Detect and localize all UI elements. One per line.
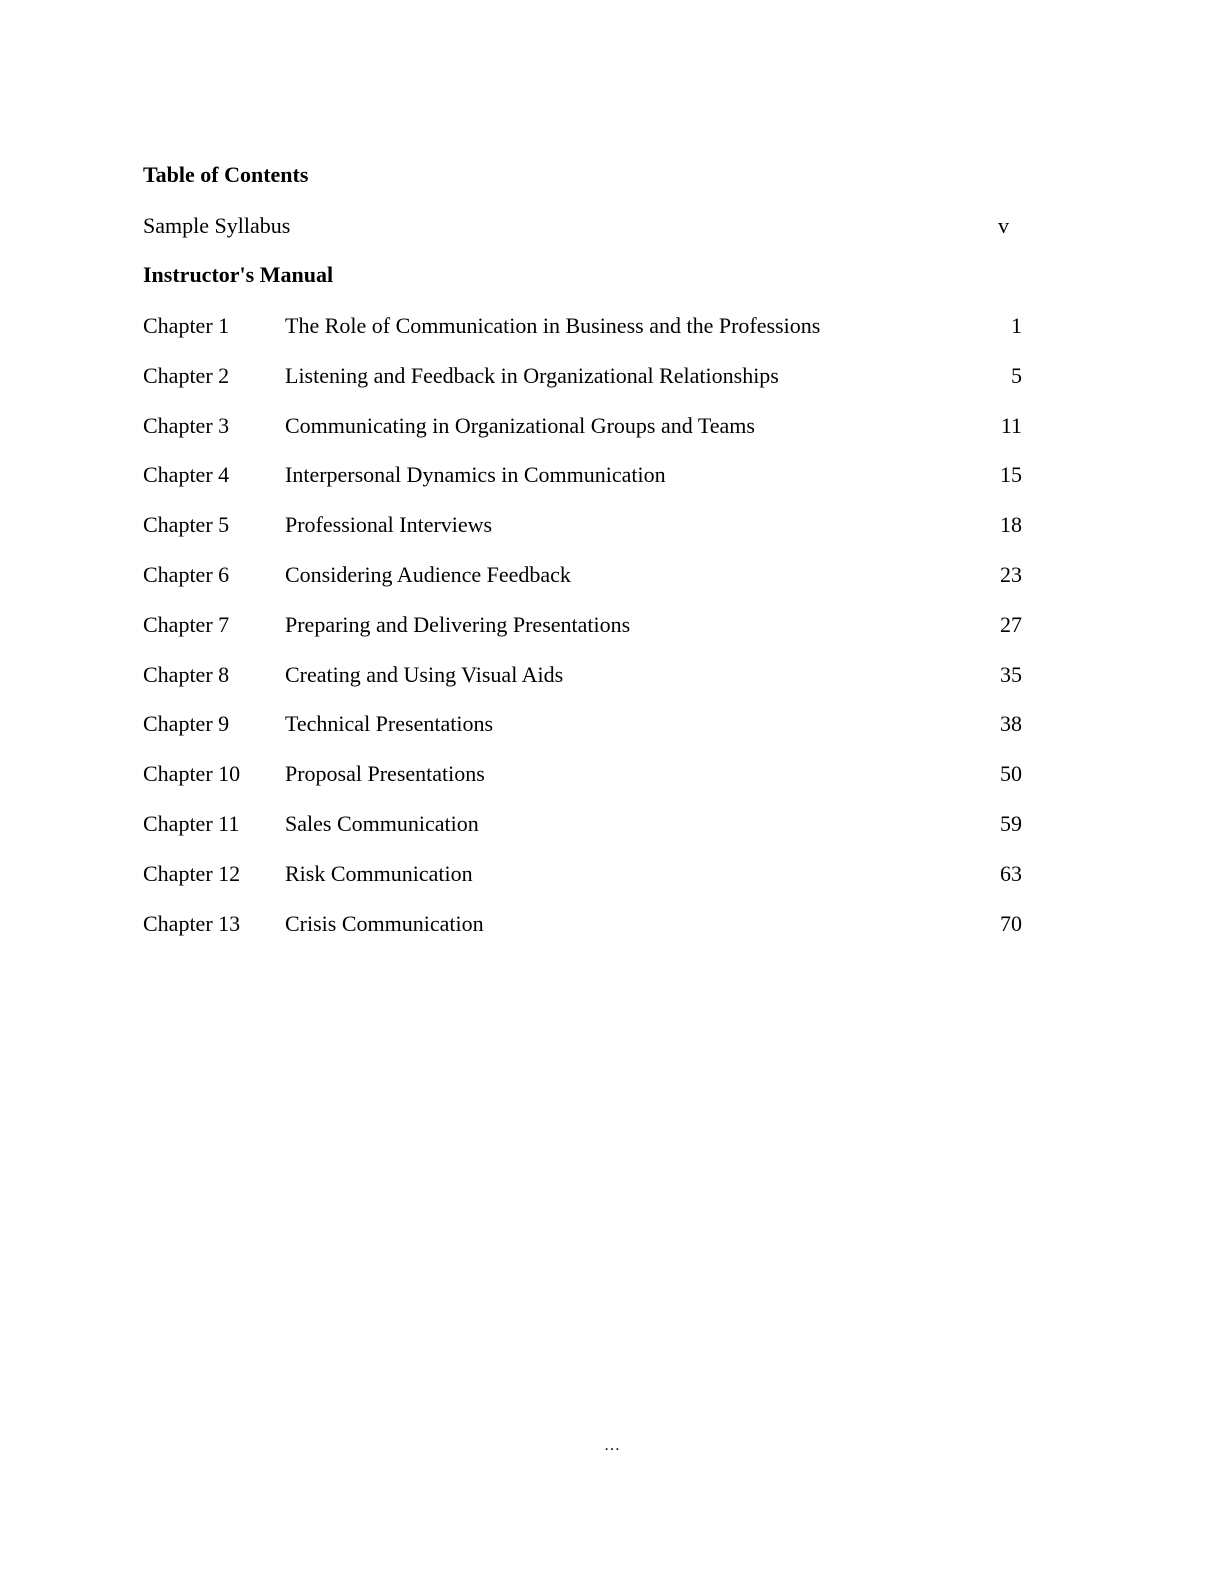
- chapter-label: Chapter 1: [143, 313, 230, 338]
- chapter-title: Creating and Using Visual Aids: [285, 662, 564, 687]
- chapter-title: Interpersonal Dynamics in Communication: [285, 462, 666, 487]
- chapter-title: Proposal Presentations: [285, 761, 485, 786]
- chapter-label: Chapter 6: [143, 562, 230, 587]
- chapter-label: Chapter 5: [143, 512, 230, 537]
- chapter-title: Risk Communication: [285, 861, 473, 886]
- chapter-page-number: 27: [1000, 612, 1022, 637]
- chapter-title: Professional Interviews: [285, 512, 493, 537]
- chapter-label: Chapter 2: [143, 363, 230, 388]
- section-heading: Instructor's Manual: [143, 262, 334, 287]
- chapter-page-number: 59: [1000, 811, 1022, 836]
- chapter-label: Chapter 10: [143, 761, 241, 786]
- chapter-title: Preparing and Delivering Presentations: [285, 612, 631, 637]
- chapter-label: Chapter 12: [143, 861, 241, 886]
- chapter-label: Chapter 7: [143, 612, 230, 637]
- chapter-page-number: 11: [1000, 413, 1022, 438]
- chapter-page-number: 1: [1011, 313, 1022, 338]
- chapter-title: The Role of Communication in Business and the Professions: [285, 313, 821, 338]
- chapter-page-number: 35: [1000, 662, 1022, 687]
- chapter-page-number: 70: [1000, 911, 1022, 936]
- chapter-page-number: 15: [1000, 462, 1022, 487]
- chapter-page-number: 5: [1011, 363, 1022, 388]
- chapter-title: Sales Communication: [285, 811, 479, 836]
- chapter-page-number: 18: [1000, 512, 1022, 537]
- chapter-page-number: 63: [1000, 861, 1022, 886]
- chapter-title: Listening and Feedback in Organizational Relationships: [285, 363, 779, 388]
- syllabus-label: Sample Syllabus: [143, 213, 291, 238]
- footer-page-number: …: [604, 1437, 620, 1454]
- chapter-label: Chapter 13: [143, 911, 241, 936]
- chapter-page-number: 38: [1000, 711, 1022, 736]
- chapter-title: Communicating in Organizational Groups and Teams: [285, 413, 755, 438]
- chapter-label: Chapter 8: [143, 662, 230, 687]
- chapter-title: Technical Presentations: [285, 711, 494, 736]
- chapter-page-number: 23: [1000, 562, 1022, 587]
- chapter-label: Chapter 11: [143, 811, 240, 836]
- chapter-page-number: 50: [1000, 761, 1022, 786]
- chapter-label: Chapter 9: [143, 711, 230, 736]
- syllabus-page-number: v: [998, 213, 1009, 238]
- chapter-label: Chapter 4: [143, 462, 230, 487]
- toc-heading: Table of Contents: [143, 162, 309, 187]
- chapter-label: Chapter 3: [143, 413, 230, 438]
- chapter-title: Crisis Communication: [285, 911, 484, 936]
- chapter-title: Considering Audience Feedback: [285, 562, 571, 587]
